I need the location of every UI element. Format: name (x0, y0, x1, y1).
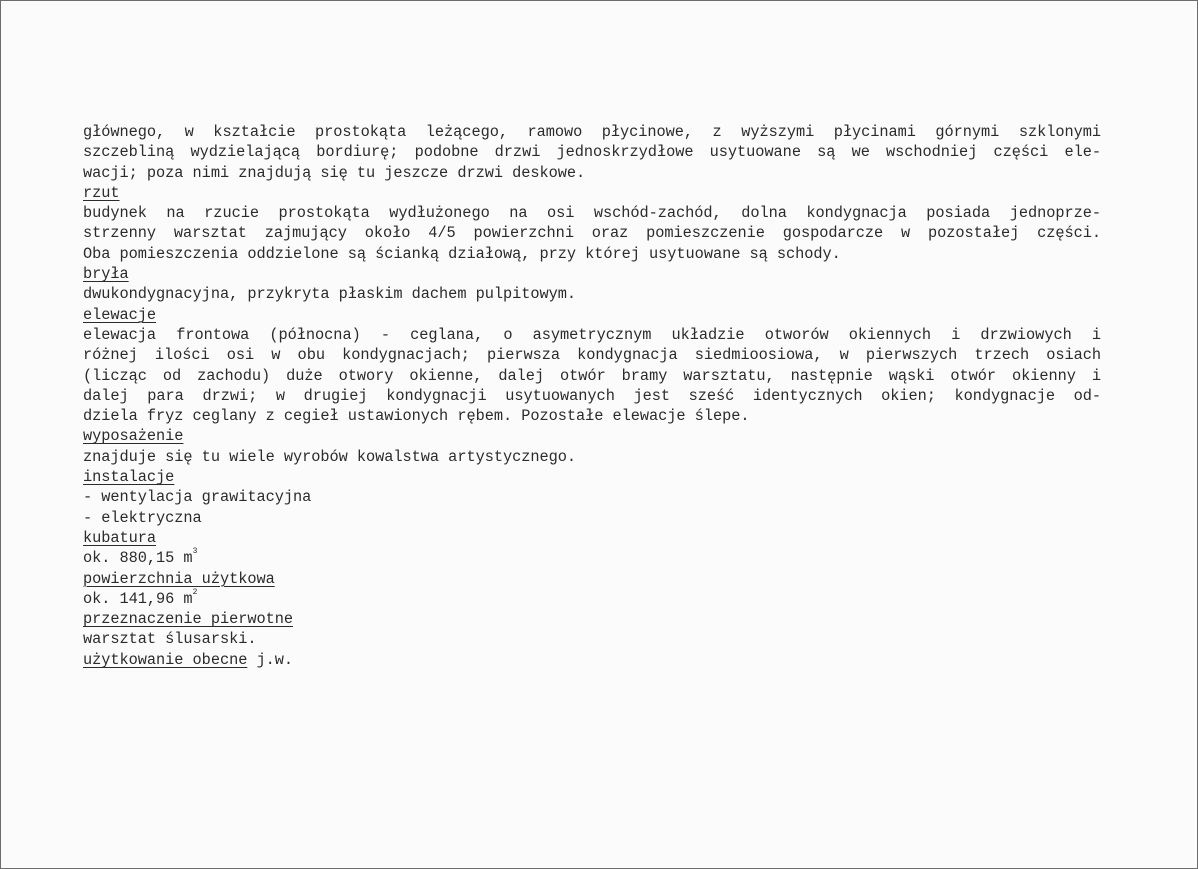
kubatura-value (83, 548, 1101, 568)
uzytkowanie-value: j.w. (247, 650, 293, 669)
section-heading-uzytkowanie: użytkowanie obecne (83, 650, 248, 669)
section-heading-rzut: rzut (83, 183, 120, 202)
text-line: budynek na rzucie prostokąta wydłużonego na osi wschód-zachód, dolna kondygnacja posiada jednoprze- (83, 204, 1101, 223)
section-heading-elewacje: elewacje (83, 305, 157, 324)
section-heading-bryla: bryła (83, 265, 129, 284)
powierzchnia-value (83, 589, 1101, 609)
section-heading-instalacje: instalacje (83, 468, 175, 487)
powierzchnia-value-text: ok. 141,96 m (83, 589, 193, 608)
text-line: wacji; poza nimi znajdują się tu jeszcze drzwi deskowe. (83, 163, 586, 182)
text-line: - wentylacja grawitacyjna (83, 488, 312, 507)
section-heading-powierzchnia: powierzchnia użytkowa (83, 569, 275, 588)
text-line: dwukondygnacyjna, przykryta płaskim dachem pulpitowym. (83, 285, 577, 304)
text-line: Oba pomieszczenia oddzielone są ścianką działową, przy której usytuowane są schody. (83, 244, 841, 263)
text-line: różnej ilości osi w obu kondygnacjach; pierwsza kondygnacja siedmioosiowa, w pierwszych trzech osiach (83, 346, 1101, 365)
kubatura-value-text: ok. 880,15 m (83, 549, 193, 568)
section-heading-przeznaczenie: przeznaczenie pierwotne (83, 610, 293, 629)
text-line: szczebliną wydzielającą bordiurę; podobne drzwi jednoskrzydłowe usytuowane są we wschodniej części ele- (83, 143, 1101, 162)
text-line: strzenny warsztat zajmujący około 4/5 powierzchni oraz pomieszczenie gospodarcze w pozostałej części. (83, 224, 1101, 243)
section-heading-wyposazenie: wyposażenie (83, 427, 184, 446)
text-line: dalej para drzwi; w drugiej kondygnacji usytuowanych jest sześć identycznych okien; kondygnacje od- (83, 386, 1101, 405)
kubatura-exponent: 3 (192, 547, 198, 557)
text-line: - elektryczna (83, 508, 202, 527)
document-text (83, 122, 1101, 670)
section-heading-kubatura: kubatura (83, 528, 157, 547)
text-line: znajduje się tu wiele wyrobów kowalstwa artystycznego. (83, 447, 577, 466)
text-line: głównego, w kształcie prostokąta leżącego, ramowo płycinowe, z wyższymi płycinami górnymi szklonymi (83, 123, 1101, 141)
text-line: dziela fryz ceglany z cegieł ustawionych rębem. Pozostałe elewacje ślepe. (83, 407, 750, 426)
text-line: warsztat ślusarski. (83, 630, 257, 649)
text-line: (licząc od zachodu) duże otwory okienne, dalej otwór bramy warsztatu, następnie wąski otwór okienny i (83, 366, 1101, 385)
powierzchnia-exponent: 2 (192, 587, 198, 597)
text-line: elewacja frontowa (północna) - ceglana, o asymetrycznym układzie otworów okiennych i drzwiowych i (83, 325, 1101, 344)
